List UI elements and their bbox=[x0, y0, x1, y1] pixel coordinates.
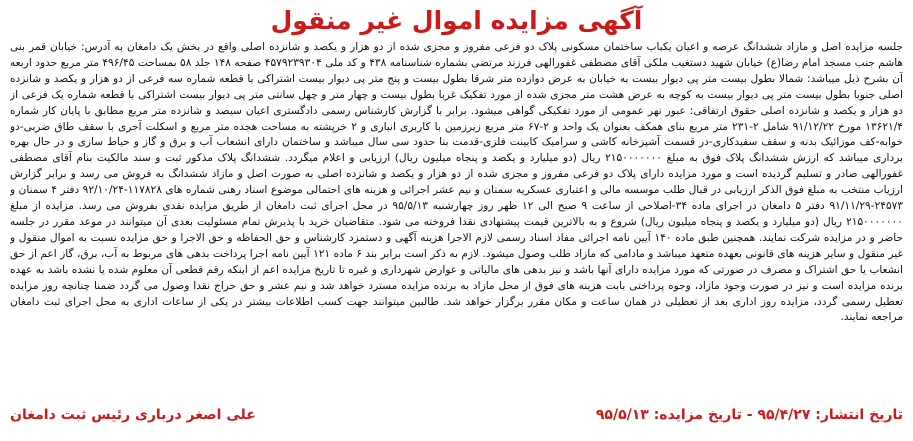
signatory: علی اصغر درباری رئیس ثبت دامغان bbox=[10, 407, 256, 423]
publication-auction-dates: تاریخ انتشار: ۹۵/۴/۲۷ - تاریخ مزایده: ۹۵/۵/۱۳ bbox=[595, 407, 903, 423]
notice-body: جلسه مزایده اصل و مازاد ششدانگ عرصه و اعیان یکباب ساختمان مسکونی پلاک دو فرعی مفروز و مجزی شده از دو هزار و یکصد و شانزده اصلی واقع در بخش یک دامغان به آدرس: خیابان قمر بنی هاشم جنب مسجد امام رضا(ع) خیابان شهید دستغیب ملکی آقای مصطفی غفورالهی فرزند مرتضی بشماره شناسنامه ۴۳۸ و کد ملی ۴۵۷۹۲۳۹۳۰۴ صفحه ۱۴۸ جلد ۵۸ بمساحت ۴۹۶/۴۵ متر مربع حدود اربعه آن بشرح ذیل میباشد: شمالا بطول بیست متر پی دیوار بیست به خیابان به عرض دوازده متر شرقا بطول بیست و پنج متر پی دیوار بیست اشتراکی با قطعه شماره سه فرعی از دو هزار و یکصد و شانزده اصلی جنوبا بطول بیست متر پی دیوار بیست به کوچه به عرض هشت متر مجزی شده از مورد تفکیک غربا بطول بیست و چهار متر و چهل سانتی متر پی دیوار بیست اشتراکی با قطعه شماره یک فرعی از دو هزار و یکصد و شانزده اصلی حقوق ارتفاقی: عبور نهر عمومی از مورد تفکیکی گواهی میشود. برابر با گزارش کارشناس رسمی دادگستری اعیان سیصد و شانزده متر مربع مطابق با پایان کار شماره ۱۳۶۲۱/۴ مورخ ۹۱/۱۲/۲۲ شامل ۲-۲۳۱ متر مربع بنای همکف بعنوان یک واحد و ۲-۶۷ متر مربع زیرزمین با کاربری انباری و ۲ خرپشته به مساحت هجده متر مربع و اسکلت آجری با سقف طاق ضربی-دو خوابه-کف موزائیک بدنه و سقف سفیدکاری-در قسمت آشپزخانه کاشی و سرامیک کابینت فلزی-قدمت بنا حدود سی سال میباشد و ساختمان دارای انشعاب آب و برق و گاز و حیاط سازی و در حال بهره برداری میباشد که ارزش ششدانگ پلاک فوق به مبلغ ۲۱۵۰۰۰۰۰۰۰ ریال (دو میلیارد و یکصد و پنجاه میلیون ریال) ارزیابی و اعلام میگردد. ششدانگ پلاک مذکور ثبت و سند مالکیت بنام آقای مصطفی غفورالهی صادر و تسلیم گردیده است و مورد مزایده دارای پلاک دو فرعی مفروز و مجزی شده از دو هزار و یکصد و شانزده اصلی به صورت اصل و مازاد ششدانگ به فروش می رسد و برابر گزارش ارزیاب منتخب به مبلغ فوق الذکر ارزیابی در قبال طلب موسسه مالی و اعتباری عسکریه سمنان و نیم عشر اجرائی و هزینه های احتمالی موضوع اسناد رهنی شماره های ۱۱۷۸۲۸-۹۲/۱۰/۲۴ دفتر ۴ سمنان و ۲۴۵۷۳-۹۱/۱۱/۲۹ دفتر ۵ دامغان در اجرای ماده ۳۴-اصلاحی از ساعت ۹ صبح الی ۱۲ ظهر روز چهارشنبه ۹۵/۵/۱۳ در محل اجرای ثبت دامغان از طریق مزایده نقدی بفروش می رسد. مزایده از مبلغ ۲۱۵۰۰۰۰۰۰۰ ریال (دو میلیارد و یکصد و پنجاه میلیون ریال) شروع و به بالاترین قیمت پیشنهادی نقدا فروخته می شود. متقاضیان خرید با پذیرش تمام مسئولیت بعدی آن میتوانند در موعد مقرر در جلسه حاضر و در مزایده شرکت نمایند. همچنین طبق ماده ۱۴۰ آیین نامه اجرائی مفاد اسناد رسمی لازم الاجرا هزینه آگهی و دستمزد کارشناس و حق الحفاظه و حق الاجرا و حق مزایده نسبت به اموال منقول و غیر منقول و سایر هزینه های قانونی بعهده متعهد میباشد و مادامی که مازاد طلب وصول میشود. لازم به ذکر است برابر بند ۶ ماده ۱۲۱ آیین نامه اجرا پرداخت بدهی های مربوط به آب، برق، گاز اعم از حق انشعاب یا حق اشتراک و مصرف در صورتی که مورد مزایده دارای آنها باشد و نیز بدهی های مالیاتی و عوارض شهرداری و غیره تا تاریخ مزایده اعم از اینکه رقم قطعی آن معلوم شده یا نشده باشد به عهده برنده مزایده است و نیز در صورت وجود مازاد، وجوه پرداختی بابت هزینه های فوق از محل مازاد به برنده مزایده مسترد خواهد شد و نیم عشر و حق حراج نقدا وصول می گردد ضمنا چنانچه روز مزایده تعطیل رسمی گردد، مزایده روز اداری بعد از تعطیلی در همان ساعت و مکان مقرر برگزار خواهد شد. طالبین میتوانند جهت کسب اطلاعات بیشتر در یکی از ساعات اداری به محل اجرای ثبت دامغان مراجعه نمایند. bbox=[10, 41, 903, 324]
notice-footer bbox=[10, 384, 903, 424]
notice-title: آگهی مزایده اموال غیر منقول bbox=[270, 6, 643, 35]
